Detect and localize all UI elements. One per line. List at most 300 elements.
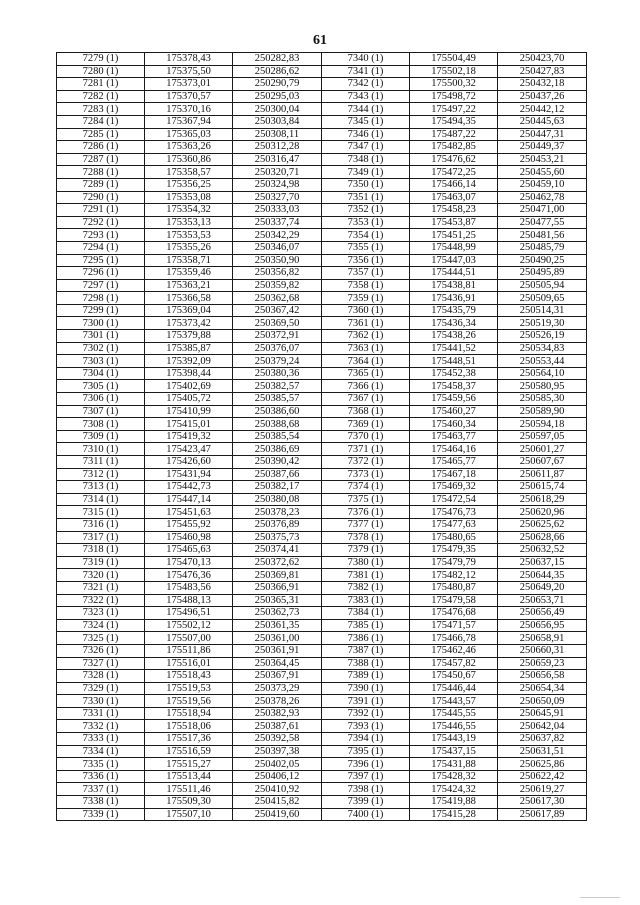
left-y-coordinate-cell: 250369,81 <box>233 569 322 582</box>
right-x-coordinate-cell: 175460,27 <box>410 405 498 418</box>
right-y-coordinate-cell: 250514,31 <box>498 304 587 317</box>
right-point-id-cell: 7353 (1) <box>322 216 410 229</box>
left-y-coordinate-cell: 250366,91 <box>233 581 322 594</box>
right-y-coordinate-cell: 250589,90 <box>498 405 587 418</box>
left-point-id-cell: 7335 (1) <box>57 758 145 771</box>
left-x-coordinate-cell: 175509,30 <box>145 796 233 809</box>
right-x-coordinate-cell: 175472,25 <box>410 166 498 179</box>
right-x-coordinate-cell: 175482,12 <box>410 569 498 582</box>
table-row <box>57 468 587 481</box>
table-row <box>57 531 587 544</box>
right-y-coordinate-cell: 250660,31 <box>498 644 587 657</box>
right-x-coordinate-cell: 175466,78 <box>410 632 498 645</box>
right-y-coordinate-cell: 250622,42 <box>498 770 587 783</box>
left-x-coordinate-cell: 175465,63 <box>145 544 233 557</box>
left-y-coordinate-cell: 250316,47 <box>233 153 322 166</box>
right-y-coordinate-cell: 250471,00 <box>498 204 587 217</box>
right-x-coordinate-cell: 175459,56 <box>410 393 498 406</box>
right-x-coordinate-cell: 175428,32 <box>410 770 498 783</box>
right-y-coordinate-cell: 250649,20 <box>498 581 587 594</box>
right-x-coordinate-cell: 175472,54 <box>410 493 498 506</box>
right-x-coordinate-cell: 175480,65 <box>410 531 498 544</box>
left-y-coordinate-cell: 250286,62 <box>233 65 322 78</box>
left-y-coordinate-cell: 250386,69 <box>233 443 322 456</box>
right-y-coordinate-cell: 250459,10 <box>498 178 587 191</box>
left-x-coordinate-cell: 175353,08 <box>145 191 233 204</box>
left-y-coordinate-cell: 250300,04 <box>233 103 322 116</box>
left-y-coordinate-cell: 250382,93 <box>233 707 322 720</box>
left-x-coordinate-cell: 175442,73 <box>145 481 233 494</box>
right-y-coordinate-cell: 250656,95 <box>498 619 587 632</box>
right-point-id-cell: 7378 (1) <box>322 531 410 544</box>
right-y-coordinate-cell: 250427,83 <box>498 65 587 78</box>
right-y-coordinate-cell: 250637,82 <box>498 733 587 746</box>
right-x-coordinate-cell: 175443,19 <box>410 733 498 746</box>
right-x-coordinate-cell: 175435,79 <box>410 304 498 317</box>
left-y-coordinate-cell: 250356,82 <box>233 267 322 280</box>
table-row <box>57 178 587 191</box>
right-y-coordinate-cell: 250437,26 <box>498 90 587 103</box>
left-point-id-cell: 7316 (1) <box>57 518 145 531</box>
left-y-coordinate-cell: 250367,91 <box>233 670 322 683</box>
left-x-coordinate-cell: 175451,63 <box>145 506 233 519</box>
left-point-id-cell: 7314 (1) <box>57 493 145 506</box>
right-x-coordinate-cell: 175477,63 <box>410 518 498 531</box>
right-y-coordinate-cell: 250509,65 <box>498 292 587 305</box>
right-y-coordinate-cell: 250644,35 <box>498 569 587 582</box>
right-y-coordinate-cell: 250477,55 <box>498 216 587 229</box>
table-row <box>57 682 587 695</box>
left-x-coordinate-cell: 175431,94 <box>145 468 233 481</box>
right-point-id-cell: 7352 (1) <box>322 204 410 217</box>
left-point-id-cell: 7323 (1) <box>57 607 145 620</box>
left-point-id-cell: 7324 (1) <box>57 619 145 632</box>
table-row <box>57 456 587 469</box>
table-row <box>57 657 587 670</box>
left-x-coordinate-cell: 175354,32 <box>145 204 233 217</box>
left-x-coordinate-cell: 175398,44 <box>145 367 233 380</box>
right-x-coordinate-cell: 175464,16 <box>410 443 498 456</box>
table-row <box>57 418 587 431</box>
right-y-coordinate-cell: 250656,49 <box>498 607 587 620</box>
right-y-coordinate-cell: 250618,29 <box>498 493 587 506</box>
left-point-id-cell: 7310 (1) <box>57 443 145 456</box>
left-y-coordinate-cell: 250320,71 <box>233 166 322 179</box>
right-point-id-cell: 7384 (1) <box>322 607 410 620</box>
right-point-id-cell: 7389 (1) <box>322 670 410 683</box>
left-y-coordinate-cell: 250364,45 <box>233 657 322 670</box>
right-x-coordinate-cell: 175476,68 <box>410 607 498 620</box>
left-x-coordinate-cell: 175476,36 <box>145 569 233 582</box>
left-x-coordinate-cell: 175356,25 <box>145 178 233 191</box>
left-y-coordinate-cell: 250376,89 <box>233 518 322 531</box>
table-row <box>57 518 587 531</box>
left-x-coordinate-cell: 175519,53 <box>145 682 233 695</box>
right-x-coordinate-cell: 175460,34 <box>410 418 498 431</box>
left-point-id-cell: 7326 (1) <box>57 644 145 657</box>
left-y-coordinate-cell: 250361,91 <box>233 644 322 657</box>
table-row <box>57 115 587 128</box>
left-x-coordinate-cell: 175507,00 <box>145 632 233 645</box>
left-x-coordinate-cell: 175370,57 <box>145 90 233 103</box>
left-point-id-cell: 7327 (1) <box>57 657 145 670</box>
right-point-id-cell: 7349 (1) <box>322 166 410 179</box>
left-y-coordinate-cell: 250362,73 <box>233 607 322 620</box>
right-x-coordinate-cell: 175494,35 <box>410 115 498 128</box>
right-y-coordinate-cell: 250611,87 <box>498 468 587 481</box>
right-y-coordinate-cell: 250447,31 <box>498 128 587 141</box>
right-point-id-cell: 7347 (1) <box>322 141 410 154</box>
left-x-coordinate-cell: 175353,53 <box>145 229 233 242</box>
right-y-coordinate-cell: 250585,30 <box>498 393 587 406</box>
left-y-coordinate-cell: 250342,29 <box>233 229 322 242</box>
left-point-id-cell: 7302 (1) <box>57 342 145 355</box>
right-x-coordinate-cell: 175457,82 <box>410 657 498 670</box>
right-x-coordinate-cell: 175471,57 <box>410 619 498 632</box>
right-point-id-cell: 7381 (1) <box>322 569 410 582</box>
right-x-coordinate-cell: 175453,87 <box>410 216 498 229</box>
left-point-id-cell: 7336 (1) <box>57 770 145 783</box>
left-x-coordinate-cell: 175447,14 <box>145 493 233 506</box>
right-y-coordinate-cell: 250495,89 <box>498 267 587 280</box>
left-point-id-cell: 7284 (1) <box>57 115 145 128</box>
right-x-coordinate-cell: 175467,18 <box>410 468 498 481</box>
table-row <box>57 90 587 103</box>
table-row <box>57 770 587 783</box>
right-x-coordinate-cell: 175448,51 <box>410 355 498 368</box>
table-row <box>57 393 587 406</box>
right-y-coordinate-cell: 250449,37 <box>498 141 587 154</box>
left-x-coordinate-cell: 175423,47 <box>145 443 233 456</box>
right-y-coordinate-cell: 250519,30 <box>498 317 587 330</box>
right-y-coordinate-cell: 250490,25 <box>498 254 587 267</box>
right-point-id-cell: 7374 (1) <box>322 481 410 494</box>
left-point-id-cell: 7322 (1) <box>57 594 145 607</box>
right-x-coordinate-cell: 175436,34 <box>410 317 498 330</box>
left-x-coordinate-cell: 175516,01 <box>145 657 233 670</box>
right-point-id-cell: 7368 (1) <box>322 405 410 418</box>
right-x-coordinate-cell: 175465,77 <box>410 456 498 469</box>
right-x-coordinate-cell: 175463,07 <box>410 191 498 204</box>
left-y-coordinate-cell: 250410,92 <box>233 783 322 796</box>
right-x-coordinate-cell: 175446,44 <box>410 682 498 695</box>
left-point-id-cell: 7279 (1) <box>57 53 145 66</box>
right-y-coordinate-cell: 250645,91 <box>498 707 587 720</box>
left-point-id-cell: 7290 (1) <box>57 191 145 204</box>
left-x-coordinate-cell: 175496,51 <box>145 607 233 620</box>
left-point-id-cell: 7286 (1) <box>57 141 145 154</box>
right-x-coordinate-cell: 175437,15 <box>410 745 498 758</box>
left-y-coordinate-cell: 250415,82 <box>233 796 322 809</box>
right-point-id-cell: 7360 (1) <box>322 304 410 317</box>
table-row <box>57 695 587 708</box>
right-x-coordinate-cell: 175450,67 <box>410 670 498 683</box>
left-y-coordinate-cell: 250361,35 <box>233 619 322 632</box>
left-y-coordinate-cell: 250373,29 <box>233 682 322 695</box>
right-y-coordinate-cell: 250432,18 <box>498 78 587 91</box>
right-x-coordinate-cell: 175479,58 <box>410 594 498 607</box>
left-point-id-cell: 7317 (1) <box>57 531 145 544</box>
left-x-coordinate-cell: 175426,60 <box>145 456 233 469</box>
left-point-id-cell: 7339 (1) <box>57 808 145 821</box>
left-x-coordinate-cell: 175379,88 <box>145 330 233 343</box>
table-row <box>57 569 587 582</box>
table-row <box>57 430 587 443</box>
left-y-coordinate-cell: 250382,17 <box>233 481 322 494</box>
left-x-coordinate-cell: 175460,98 <box>145 531 233 544</box>
right-point-id-cell: 7386 (1) <box>322 632 410 645</box>
right-y-coordinate-cell: 250625,86 <box>498 758 587 771</box>
right-y-coordinate-cell: 250654,34 <box>498 682 587 695</box>
left-x-coordinate-cell: 175502,12 <box>145 619 233 632</box>
left-x-coordinate-cell: 175507,10 <box>145 808 233 821</box>
left-point-id-cell: 7298 (1) <box>57 292 145 305</box>
right-x-coordinate-cell: 175452,38 <box>410 367 498 380</box>
left-point-id-cell: 7325 (1) <box>57 632 145 645</box>
right-x-coordinate-cell: 175463,77 <box>410 430 498 443</box>
left-y-coordinate-cell: 250365,31 <box>233 594 322 607</box>
left-y-coordinate-cell: 250372,62 <box>233 556 322 569</box>
left-y-coordinate-cell: 250290,79 <box>233 78 322 91</box>
right-y-coordinate-cell: 250423,70 <box>498 53 587 66</box>
left-point-id-cell: 7308 (1) <box>57 418 145 431</box>
left-point-id-cell: 7312 (1) <box>57 468 145 481</box>
right-x-coordinate-cell: 175436,91 <box>410 292 498 305</box>
right-point-id-cell: 7343 (1) <box>322 90 410 103</box>
left-y-coordinate-cell: 250379,24 <box>233 355 322 368</box>
left-x-coordinate-cell: 175378,43 <box>145 53 233 66</box>
right-x-coordinate-cell: 175419,88 <box>410 796 498 809</box>
right-x-coordinate-cell: 175504,49 <box>410 53 498 66</box>
table-row <box>57 191 587 204</box>
left-point-id-cell: 7331 (1) <box>57 707 145 720</box>
right-x-coordinate-cell: 175424,32 <box>410 783 498 796</box>
left-point-id-cell: 7283 (1) <box>57 103 145 116</box>
right-x-coordinate-cell: 175431,88 <box>410 758 498 771</box>
left-point-id-cell: 7315 (1) <box>57 506 145 519</box>
left-x-coordinate-cell: 175518,06 <box>145 720 233 733</box>
right-point-id-cell: 7354 (1) <box>322 229 410 242</box>
right-x-coordinate-cell: 175482,85 <box>410 141 498 154</box>
left-y-coordinate-cell: 250390,42 <box>233 456 322 469</box>
right-x-coordinate-cell: 175415,28 <box>410 808 498 821</box>
left-y-coordinate-cell: 250362,68 <box>233 292 322 305</box>
table-row <box>57 103 587 116</box>
left-y-coordinate-cell: 250346,07 <box>233 241 322 254</box>
right-point-id-cell: 7369 (1) <box>322 418 410 431</box>
table-row <box>57 594 587 607</box>
left-point-id-cell: 7318 (1) <box>57 544 145 557</box>
right-x-coordinate-cell: 175446,55 <box>410 720 498 733</box>
left-point-id-cell: 7300 (1) <box>57 317 145 330</box>
left-y-coordinate-cell: 250386,60 <box>233 405 322 418</box>
right-point-id-cell: 7379 (1) <box>322 544 410 557</box>
table-row <box>57 330 587 343</box>
table-row <box>57 720 587 733</box>
left-point-id-cell: 7328 (1) <box>57 670 145 683</box>
left-y-coordinate-cell: 250387,66 <box>233 468 322 481</box>
right-x-coordinate-cell: 175458,37 <box>410 380 498 393</box>
table-row <box>57 581 587 594</box>
left-x-coordinate-cell: 175415,01 <box>145 418 233 431</box>
right-y-coordinate-cell: 250619,27 <box>498 783 587 796</box>
left-y-coordinate-cell: 250295,03 <box>233 90 322 103</box>
left-point-id-cell: 7338 (1) <box>57 796 145 809</box>
left-x-coordinate-cell: 175355,26 <box>145 241 233 254</box>
right-x-coordinate-cell: 175487,22 <box>410 128 498 141</box>
table-row <box>57 745 587 758</box>
right-x-coordinate-cell: 175479,35 <box>410 544 498 557</box>
left-x-coordinate-cell: 175518,94 <box>145 707 233 720</box>
right-y-coordinate-cell: 250617,30 <box>498 796 587 809</box>
right-y-coordinate-cell: 250462,78 <box>498 191 587 204</box>
left-point-id-cell: 7319 (1) <box>57 556 145 569</box>
right-point-id-cell: 7394 (1) <box>322 733 410 746</box>
right-x-coordinate-cell: 175480,87 <box>410 581 498 594</box>
left-x-coordinate-cell: 175511,86 <box>145 644 233 657</box>
left-x-coordinate-cell: 175358,57 <box>145 166 233 179</box>
left-point-id-cell: 7320 (1) <box>57 569 145 582</box>
table-row <box>57 632 587 645</box>
right-y-coordinate-cell: 250485,79 <box>498 241 587 254</box>
right-y-coordinate-cell: 250505,94 <box>498 279 587 292</box>
right-y-coordinate-cell: 250534,83 <box>498 342 587 355</box>
left-point-id-cell: 7303 (1) <box>57 355 145 368</box>
right-y-coordinate-cell: 250601,27 <box>498 443 587 456</box>
left-y-coordinate-cell: 250419,60 <box>233 808 322 821</box>
right-y-coordinate-cell: 250597,05 <box>498 430 587 443</box>
right-x-coordinate-cell: 175498,72 <box>410 90 498 103</box>
right-x-coordinate-cell: 175445,55 <box>410 707 498 720</box>
left-y-coordinate-cell: 250397,38 <box>233 745 322 758</box>
right-y-coordinate-cell: 250620,96 <box>498 506 587 519</box>
left-point-id-cell: 7295 (1) <box>57 254 145 267</box>
right-x-coordinate-cell: 175476,73 <box>410 506 498 519</box>
right-point-id-cell: 7351 (1) <box>322 191 410 204</box>
right-point-id-cell: 7390 (1) <box>322 682 410 695</box>
right-y-coordinate-cell: 250594,18 <box>498 418 587 431</box>
table-row <box>57 53 587 66</box>
right-x-coordinate-cell: 175469,32 <box>410 481 498 494</box>
right-point-id-cell: 7393 (1) <box>322 720 410 733</box>
left-point-id-cell: 7280 (1) <box>57 65 145 78</box>
right-y-coordinate-cell: 250526,19 <box>498 330 587 343</box>
right-point-id-cell: 7356 (1) <box>322 254 410 267</box>
left-y-coordinate-cell: 250367,42 <box>233 304 322 317</box>
left-point-id-cell: 7289 (1) <box>57 178 145 191</box>
left-x-coordinate-cell: 175363,26 <box>145 141 233 154</box>
right-x-coordinate-cell: 175479,79 <box>410 556 498 569</box>
right-y-coordinate-cell: 250455,60 <box>498 166 587 179</box>
table-row <box>57 783 587 796</box>
left-x-coordinate-cell: 175470,13 <box>145 556 233 569</box>
table-row <box>57 607 587 620</box>
left-point-id-cell: 7285 (1) <box>57 128 145 141</box>
right-point-id-cell: 7342 (1) <box>322 78 410 91</box>
left-x-coordinate-cell: 175366,58 <box>145 292 233 305</box>
table-row <box>57 65 587 78</box>
right-y-coordinate-cell: 250650,09 <box>498 695 587 708</box>
left-x-coordinate-cell: 175385,87 <box>145 342 233 355</box>
left-x-coordinate-cell: 175511,46 <box>145 783 233 796</box>
left-y-coordinate-cell: 250382,57 <box>233 380 322 393</box>
left-x-coordinate-cell: 175516,59 <box>145 745 233 758</box>
left-y-coordinate-cell: 250406,12 <box>233 770 322 783</box>
left-x-coordinate-cell: 175518,43 <box>145 670 233 683</box>
right-point-id-cell: 7340 (1) <box>322 53 410 66</box>
right-point-id-cell: 7346 (1) <box>322 128 410 141</box>
left-point-id-cell: 7291 (1) <box>57 204 145 217</box>
left-y-coordinate-cell: 250337,74 <box>233 216 322 229</box>
left-y-coordinate-cell: 250359,82 <box>233 279 322 292</box>
table-row <box>57 216 587 229</box>
left-y-coordinate-cell: 250333,03 <box>233 204 322 217</box>
right-point-id-cell: 7376 (1) <box>322 506 410 519</box>
right-point-id-cell: 7363 (1) <box>322 342 410 355</box>
right-point-id-cell: 7362 (1) <box>322 330 410 343</box>
left-point-id-cell: 7288 (1) <box>57 166 145 179</box>
table-row <box>57 481 587 494</box>
table-row <box>57 78 587 91</box>
table-row <box>57 367 587 380</box>
left-x-coordinate-cell: 175359,46 <box>145 267 233 280</box>
table-row <box>57 619 587 632</box>
table-row <box>57 267 587 280</box>
table-row <box>57 292 587 305</box>
right-point-id-cell: 7373 (1) <box>322 468 410 481</box>
right-x-coordinate-cell: 175497,22 <box>410 103 498 116</box>
left-point-id-cell: 7282 (1) <box>57 90 145 103</box>
right-point-id-cell: 7388 (1) <box>322 657 410 670</box>
left-y-coordinate-cell: 250385,57 <box>233 393 322 406</box>
left-point-id-cell: 7332 (1) <box>57 720 145 733</box>
left-y-coordinate-cell: 250402,05 <box>233 758 322 771</box>
table-row <box>57 544 587 557</box>
right-x-coordinate-cell: 175448,99 <box>410 241 498 254</box>
left-point-id-cell: 7337 (1) <box>57 783 145 796</box>
coordinates-table-body <box>57 53 587 821</box>
right-point-id-cell: 7400 (1) <box>322 808 410 821</box>
right-point-id-cell: 7398 (1) <box>322 783 410 796</box>
left-point-id-cell: 7296 (1) <box>57 267 145 280</box>
left-y-coordinate-cell: 250378,23 <box>233 506 322 519</box>
right-y-coordinate-cell: 250445,63 <box>498 115 587 128</box>
right-x-coordinate-cell: 175444,51 <box>410 267 498 280</box>
right-y-coordinate-cell: 250642,04 <box>498 720 587 733</box>
left-y-coordinate-cell: 250361,00 <box>233 632 322 645</box>
left-point-id-cell: 7299 (1) <box>57 304 145 317</box>
left-point-id-cell: 7330 (1) <box>57 695 145 708</box>
right-y-coordinate-cell: 250637,15 <box>498 556 587 569</box>
table-row <box>57 204 587 217</box>
right-point-id-cell: 7364 (1) <box>322 355 410 368</box>
left-point-id-cell: 7305 (1) <box>57 380 145 393</box>
left-point-id-cell: 7281 (1) <box>57 78 145 91</box>
left-x-coordinate-cell: 175517,36 <box>145 733 233 746</box>
left-y-coordinate-cell: 250375,73 <box>233 531 322 544</box>
right-x-coordinate-cell: 175443,57 <box>410 695 498 708</box>
left-y-coordinate-cell: 250308,11 <box>233 128 322 141</box>
coordinates-table <box>56 52 587 821</box>
left-x-coordinate-cell: 175373,42 <box>145 317 233 330</box>
right-x-coordinate-cell: 175438,81 <box>410 279 498 292</box>
right-point-id-cell: 7371 (1) <box>322 443 410 456</box>
table-row <box>57 254 587 267</box>
left-point-id-cell: 7293 (1) <box>57 229 145 242</box>
right-point-id-cell: 7375 (1) <box>322 493 410 506</box>
right-point-id-cell: 7385 (1) <box>322 619 410 632</box>
left-y-coordinate-cell: 250388,68 <box>233 418 322 431</box>
